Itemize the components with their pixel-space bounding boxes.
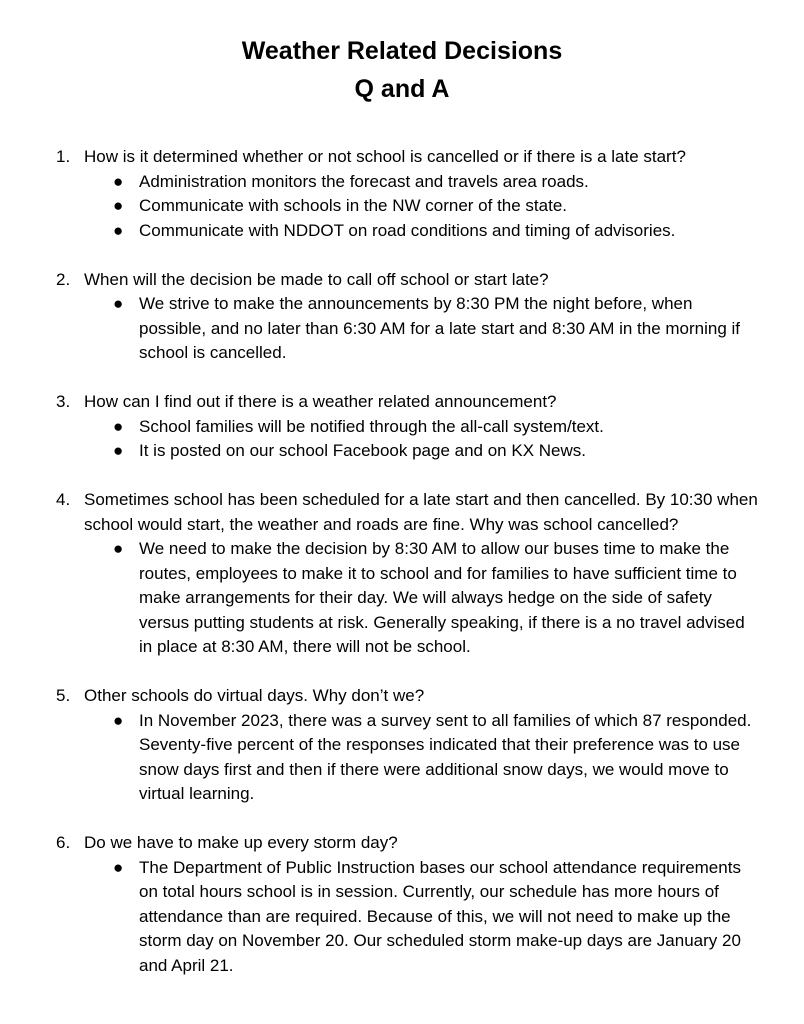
answer-text: Communicate with NDDOT on road conditions and timing of advisories. [139, 220, 676, 240]
page-subtitle: Q and A [354, 75, 450, 103]
question-text: Do we have to make up every storm day? [84, 833, 398, 852]
qa-item [0, 390, 804, 488]
question-text: Sometimes school has been scheduled for a late start and then cancelled. By 10:30 when school would start, the weather and roads are fine. Why was school cancelled? [84, 490, 758, 534]
answer-list [0, 415, 804, 464]
spacer [0, 243, 804, 268]
qa-item [0, 145, 804, 268]
answer-item [113, 709, 754, 807]
bullet-icon: ● [113, 710, 124, 730]
question-number: 4. [56, 490, 71, 509]
answer-item [113, 219, 754, 244]
answer-text: We strive to make the announcements by 8:30 PM the night before, when possible, and no later than 6:30 AM for a late start and 8:30 AM in the morning if school is cancelled. [139, 294, 741, 362]
question-text: When will the decision be made to call off school or start late? [84, 269, 549, 289]
answer-list [0, 292, 804, 366]
bullet-icon: ● [113, 539, 124, 558]
answer-item [113, 194, 754, 219]
answer-text: School families will be notified through the all-call system/text. [139, 416, 604, 436]
bullet-icon: ● [113, 416, 124, 436]
question-number: 3. [56, 392, 71, 411]
answer-text: Communicate with schools in the NW corner of the state. [139, 196, 568, 215]
spacer [0, 366, 804, 391]
answer-item [113, 415, 754, 440]
question-text: How is it determined whether or not school is cancelled or if there is a late start? [84, 147, 686, 166]
bullet-icon: ● [113, 441, 124, 460]
answer-item [113, 537, 754, 660]
answer-text: In November 2023, there was a survey sent to all families of which 87 responded. Seventy-five percent of the responses indicated that their preference was to use snow days first and then if there were additional snow days, we would move to virtual learning. [139, 710, 752, 803]
question-text: Other schools do virtual days. Why don’t we? [84, 686, 425, 705]
answer-list [0, 709, 804, 807]
qa-list [0, 145, 804, 978]
qa-item [0, 831, 804, 978]
bullet-icon: ● [113, 857, 124, 877]
question-number: 2. [56, 269, 71, 289]
question-number: 5. [56, 686, 71, 705]
spacer [0, 464, 804, 489]
answer-list [0, 537, 804, 660]
answer-text: Administration monitors the forecast and travels area roads. [139, 171, 589, 191]
answer-item [113, 439, 754, 464]
spacer [0, 807, 804, 832]
bullet-icon: ● [113, 220, 124, 240]
answer-item [113, 856, 754, 979]
question-text: How can I find out if there is a weather related announcement? [84, 392, 557, 411]
question-number: 1. [56, 147, 71, 166]
answer-text: It is posted on our school Facebook page and on KX News. [139, 441, 586, 460]
qa-item [0, 488, 804, 684]
answer-text: We need to make the decision by 8:30 AM to allow our buses time to make the routes, employees to make it to school and for families to have sufficient time to make arrangements for their day. We will always hedge on the side of safety versus putting students at risk. Generally speaking, if there is a no travel advised in place at 8:30 AM, there will not be school. [139, 539, 745, 656]
spacer [0, 660, 804, 685]
answer-item [113, 292, 754, 366]
answer-text: The Department of Public Instruction bases our school attendance requirements on total hours school is in session. Currently, our schedule has more hours of attendance than are required. Because of this, we will not need to make up the storm day on November 20. Our scheduled storm make-up days are January 20 and April 21. [139, 857, 741, 975]
answer-list [0, 856, 804, 979]
question-number: 6. [56, 833, 71, 852]
qa-item [0, 684, 804, 831]
answer-list [0, 170, 804, 244]
bullet-icon: ● [113, 196, 124, 215]
bullet-icon: ● [113, 294, 124, 313]
answer-item [113, 170, 754, 195]
page-title: Weather Related Decisions [241, 37, 563, 65]
qa-item [0, 268, 804, 391]
bullet-icon: ● [113, 171, 124, 191]
